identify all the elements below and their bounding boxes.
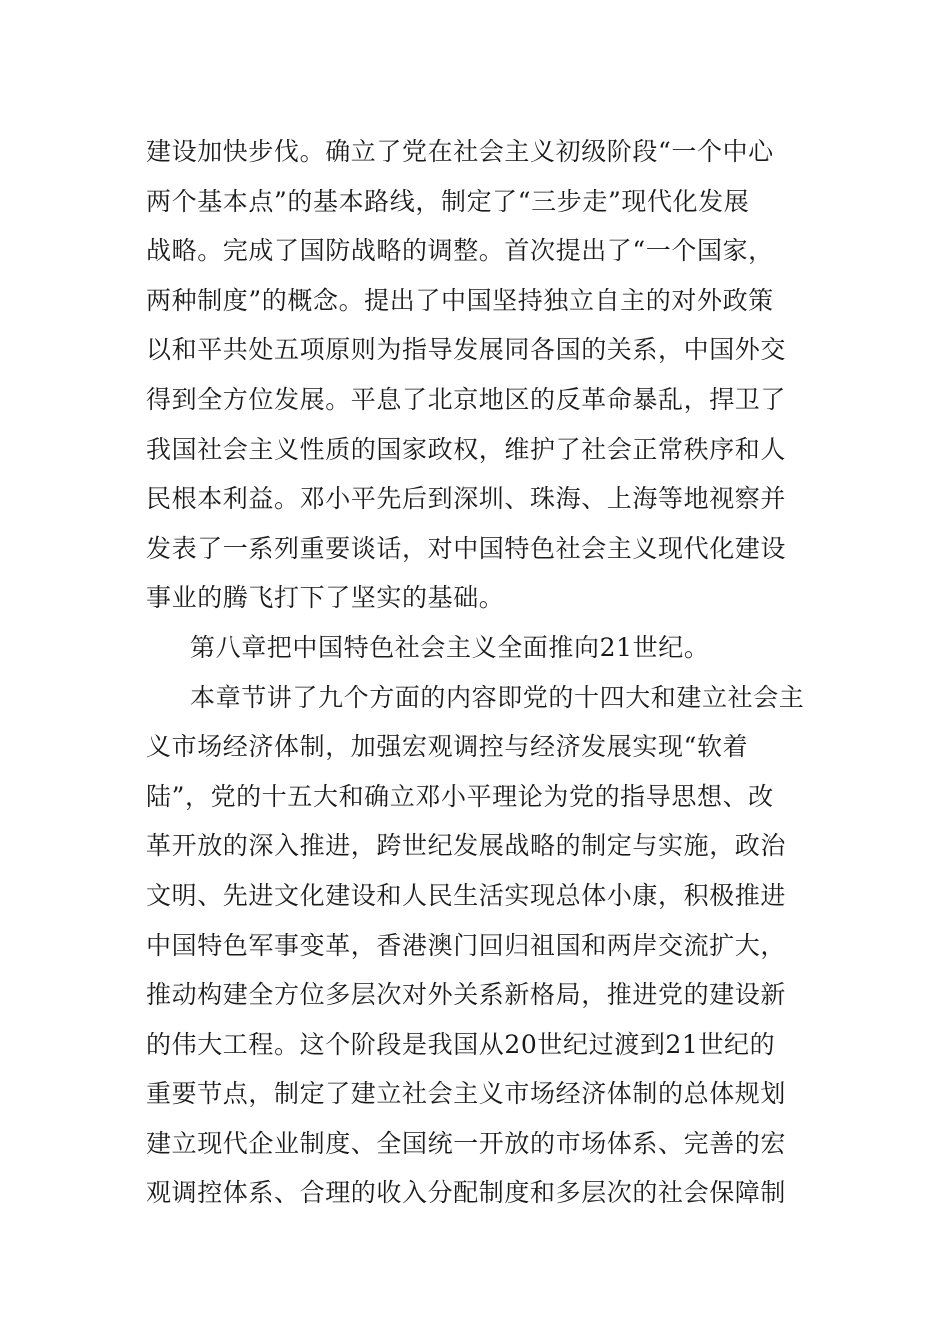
- body-text: [146, 127, 806, 1218]
- text-line: 观调控体系、合理的收入分配制度和多层次的社会保障制: [146, 1178, 787, 1208]
- text-line: 建设加快步伐。确立了党在社会主义初级阶段“一个中心: [146, 137, 774, 166]
- text-line: 文明、先进文化建设和人民生活实现总体小康，积极推进: [146, 880, 787, 910]
- text-line: 中国特色军事变革，香港澳门回归祖国和两岸交流扩大，: [146, 930, 787, 960]
- chapter-heading-line: 第八章把中国特色社会主义全面推向21世纪。: [190, 632, 710, 662]
- text-line: 民根本利益。邓小平先后到深圳、珠海、上海等地视察并: [146, 484, 787, 514]
- text-line: 我国社会主义性质的国家政权，维护了社会正常秩序和人: [146, 434, 787, 464]
- text-line: 建立现代企业制度、全国统一开放的市场体系、完善的宏: [146, 1128, 787, 1158]
- text-line: 两个基本点”的基本路线，制定了“三步走”现代化发展: [146, 186, 750, 216]
- text-line: 推动构建全方位多层次对外关系新格局，推进党的建设新: [146, 980, 787, 1010]
- text-line: 事业的腾飞打下了坚实的基础。: [146, 583, 505, 613]
- text-line: 义市场经济体制，加强宏观调控与经济发展实现“软着: [146, 732, 749, 762]
- text-line: 以和平共处五项原则为指导发展同各国的关系，中国外交: [146, 335, 787, 365]
- text-line: 战略。完成了国防战略的调整。首次提出了“一个国家，: [146, 236, 774, 266]
- text-line: 重要节点，制定了建立社会主义市场经济体制的总体规划: [146, 1079, 787, 1109]
- text-line: 发表了一系列重要谈话，对中国特色社会主义现代化建设: [146, 533, 787, 563]
- text-line: 本章节讲了九个方面的内容即党的十四大和建立社会主: [190, 682, 805, 712]
- text-line: 革开放的深入推进，跨世纪发展战略的制定与实施，政治: [146, 831, 787, 861]
- text-line: 得到全方位发展。平息了北京地区的反革命暴乱，捍卫了: [146, 384, 787, 414]
- text-line: 陆”，党的十五大和确立邓小平理论为党的指导思想、改: [146, 781, 774, 811]
- text-line: 的伟大工程。这个阶段是我国从20世纪过渡到21世纪的: [146, 1029, 776, 1059]
- text-line: 两种制度”的概念。提出了中国坚持独立自主的对外政策: [146, 285, 774, 315]
